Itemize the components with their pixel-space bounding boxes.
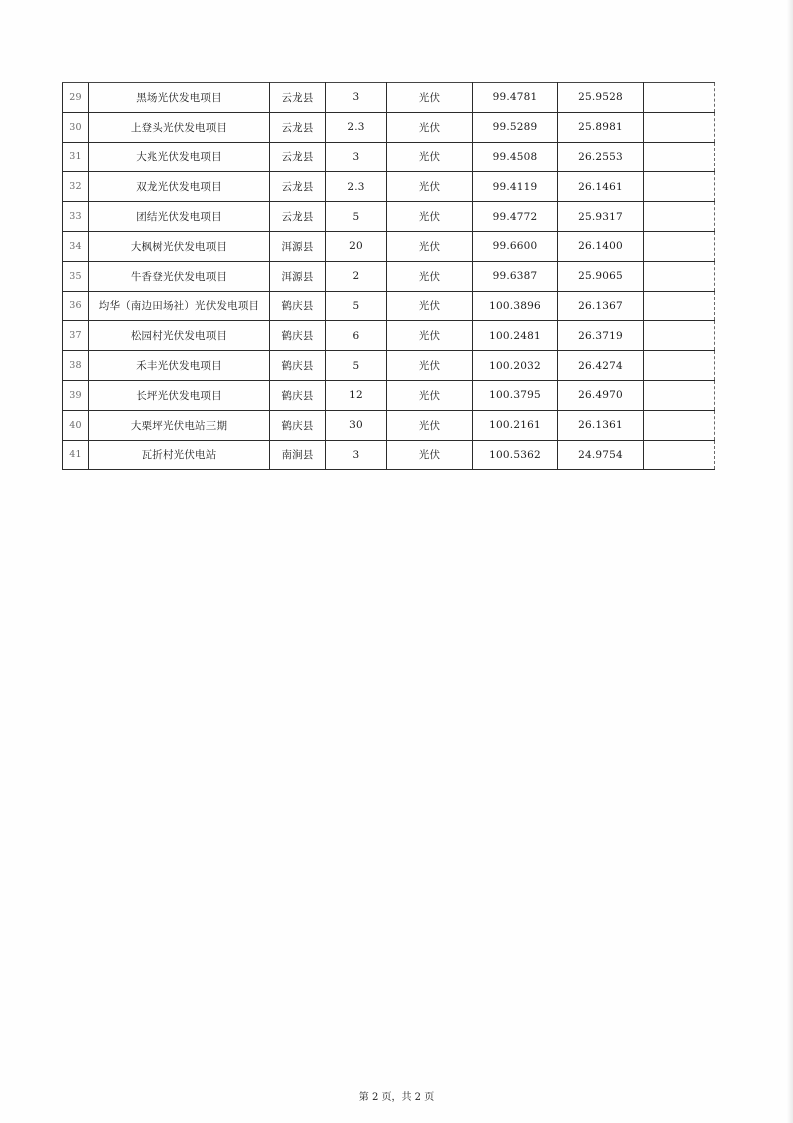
table-row xyxy=(63,440,715,470)
cell-type: 光伏 xyxy=(387,83,473,113)
cell-longitude: 100.2161 xyxy=(473,410,558,440)
cell-capacity: 20 xyxy=(326,231,387,261)
cell-longitude: 99.6600 xyxy=(473,231,558,261)
cell-longitude: 99.6387 xyxy=(473,261,558,291)
cell-county: 鹤庆县 xyxy=(270,410,326,440)
cell-note xyxy=(644,172,715,202)
cell-type: 光伏 xyxy=(387,112,473,142)
cell-county: 鹤庆县 xyxy=(270,291,326,321)
cell-project-name: 大枫树光伏发电项目 xyxy=(89,231,270,261)
cell-latitude: 25.9528 xyxy=(558,83,644,113)
cell-project-name: 松园村光伏发电项目 xyxy=(89,321,270,351)
cell-county: 云龙县 xyxy=(270,142,326,172)
cell-project-name: 双龙光伏发电项目 xyxy=(89,172,270,202)
cell-longitude: 100.5362 xyxy=(473,440,558,470)
cell-index: 35 xyxy=(63,261,89,291)
cell-latitude: 24.9754 xyxy=(558,440,644,470)
table-row xyxy=(63,142,715,172)
cell-project-name: 大兆光伏发电项目 xyxy=(89,142,270,172)
project-table xyxy=(62,82,715,470)
cell-project-name: 牛香登光伏发电项目 xyxy=(89,261,270,291)
cell-county: 南涧县 xyxy=(270,440,326,470)
table-row xyxy=(63,231,715,261)
cell-project-name: 大栗坪光伏电站三期 xyxy=(89,410,270,440)
cell-note xyxy=(644,112,715,142)
cell-county: 云龙县 xyxy=(270,202,326,232)
cell-index: 40 xyxy=(63,410,89,440)
cell-capacity: 5 xyxy=(326,202,387,232)
cell-note xyxy=(644,321,715,351)
table-row xyxy=(63,380,715,410)
cell-note xyxy=(644,142,715,172)
cell-index: 33 xyxy=(63,202,89,232)
cell-county: 鹤庆县 xyxy=(270,380,326,410)
cell-index: 32 xyxy=(63,172,89,202)
cell-index: 31 xyxy=(63,142,89,172)
cell-latitude: 26.1361 xyxy=(558,410,644,440)
cell-latitude: 26.1367 xyxy=(558,291,644,321)
table-row xyxy=(63,83,715,113)
cell-longitude: 100.3795 xyxy=(473,380,558,410)
cell-type: 光伏 xyxy=(387,202,473,232)
page-footer: 第 2 页，共 2 页 xyxy=(358,1092,435,1103)
cell-note xyxy=(644,261,715,291)
cell-capacity: 5 xyxy=(326,351,387,381)
cell-index: 29 xyxy=(63,83,89,113)
cell-capacity: 5 xyxy=(326,291,387,321)
table-body xyxy=(63,83,715,470)
cell-project-name: 瓦折村光伏电站 xyxy=(89,440,270,470)
cell-longitude: 100.3896 xyxy=(473,291,558,321)
cell-index: 41 xyxy=(63,440,89,470)
cell-project-name: 黑场光伏发电项目 xyxy=(89,83,270,113)
cell-type: 光伏 xyxy=(387,410,473,440)
cell-longitude: 99.4772 xyxy=(473,202,558,232)
cell-index: 39 xyxy=(63,380,89,410)
cell-type: 光伏 xyxy=(387,261,473,291)
table-row xyxy=(63,261,715,291)
cell-county: 洱源县 xyxy=(270,231,326,261)
cell-latitude: 26.1400 xyxy=(558,231,644,261)
cell-index: 36 xyxy=(63,291,89,321)
cell-latitude: 25.8981 xyxy=(558,112,644,142)
cell-index: 38 xyxy=(63,351,89,381)
cell-latitude: 25.9065 xyxy=(558,261,644,291)
cell-note xyxy=(644,380,715,410)
cell-project-name: 禾丰光伏发电项目 xyxy=(89,351,270,381)
cell-capacity: 3 xyxy=(326,440,387,470)
cell-type: 光伏 xyxy=(387,172,473,202)
cell-capacity: 30 xyxy=(326,410,387,440)
cell-longitude: 100.2481 xyxy=(473,321,558,351)
table-row xyxy=(63,321,715,351)
scan-edge-shadow xyxy=(787,0,793,1123)
cell-county: 云龙县 xyxy=(270,83,326,113)
cell-county: 鹤庆县 xyxy=(270,321,326,351)
cell-index: 34 xyxy=(63,231,89,261)
cell-note xyxy=(644,291,715,321)
cell-county: 云龙县 xyxy=(270,172,326,202)
cell-latitude: 25.9317 xyxy=(558,202,644,232)
cell-project-name: 均华（南边田场社）光伏发电项目 xyxy=(89,291,270,321)
cell-note xyxy=(644,351,715,381)
cell-latitude: 26.2553 xyxy=(558,142,644,172)
cell-note xyxy=(644,410,715,440)
cell-capacity: 2.3 xyxy=(326,112,387,142)
cell-longitude: 100.2032 xyxy=(473,351,558,381)
cell-longitude: 99.4781 xyxy=(473,83,558,113)
cell-type: 光伏 xyxy=(387,440,473,470)
cell-latitude: 26.3719 xyxy=(558,321,644,351)
cell-capacity: 12 xyxy=(326,380,387,410)
cell-note xyxy=(644,83,715,113)
cell-project-name: 团结光伏发电项目 xyxy=(89,202,270,232)
table-row xyxy=(63,112,715,142)
cell-note xyxy=(644,202,715,232)
cell-county: 洱源县 xyxy=(270,261,326,291)
cell-note xyxy=(644,231,715,261)
cell-index: 30 xyxy=(63,112,89,142)
cell-county: 云龙县 xyxy=(270,112,326,142)
cell-longitude: 99.4119 xyxy=(473,172,558,202)
cell-note xyxy=(644,440,715,470)
cell-capacity: 2 xyxy=(326,261,387,291)
table-row xyxy=(63,291,715,321)
cell-capacity: 6 xyxy=(326,321,387,351)
cell-type: 光伏 xyxy=(387,321,473,351)
cell-longitude: 99.4508 xyxy=(473,142,558,172)
cell-type: 光伏 xyxy=(387,380,473,410)
cell-longitude: 99.5289 xyxy=(473,112,558,142)
cell-latitude: 26.1461 xyxy=(558,172,644,202)
cell-capacity: 3 xyxy=(326,83,387,113)
table-row xyxy=(63,172,715,202)
cell-capacity: 3 xyxy=(326,142,387,172)
cell-type: 光伏 xyxy=(387,142,473,172)
cell-county: 鹤庆县 xyxy=(270,351,326,381)
cell-type: 光伏 xyxy=(387,231,473,261)
cell-latitude: 26.4274 xyxy=(558,351,644,381)
cell-latitude: 26.4970 xyxy=(558,380,644,410)
table-row xyxy=(63,202,715,232)
table-row xyxy=(63,351,715,381)
cell-project-name: 上登头光伏发电项目 xyxy=(89,112,270,142)
cell-type: 光伏 xyxy=(387,291,473,321)
cell-index: 37 xyxy=(63,321,89,351)
cell-capacity: 2.3 xyxy=(326,172,387,202)
cell-project-name: 长坪光伏发电项目 xyxy=(89,380,270,410)
cell-type: 光伏 xyxy=(387,351,473,381)
table-row xyxy=(63,410,715,440)
